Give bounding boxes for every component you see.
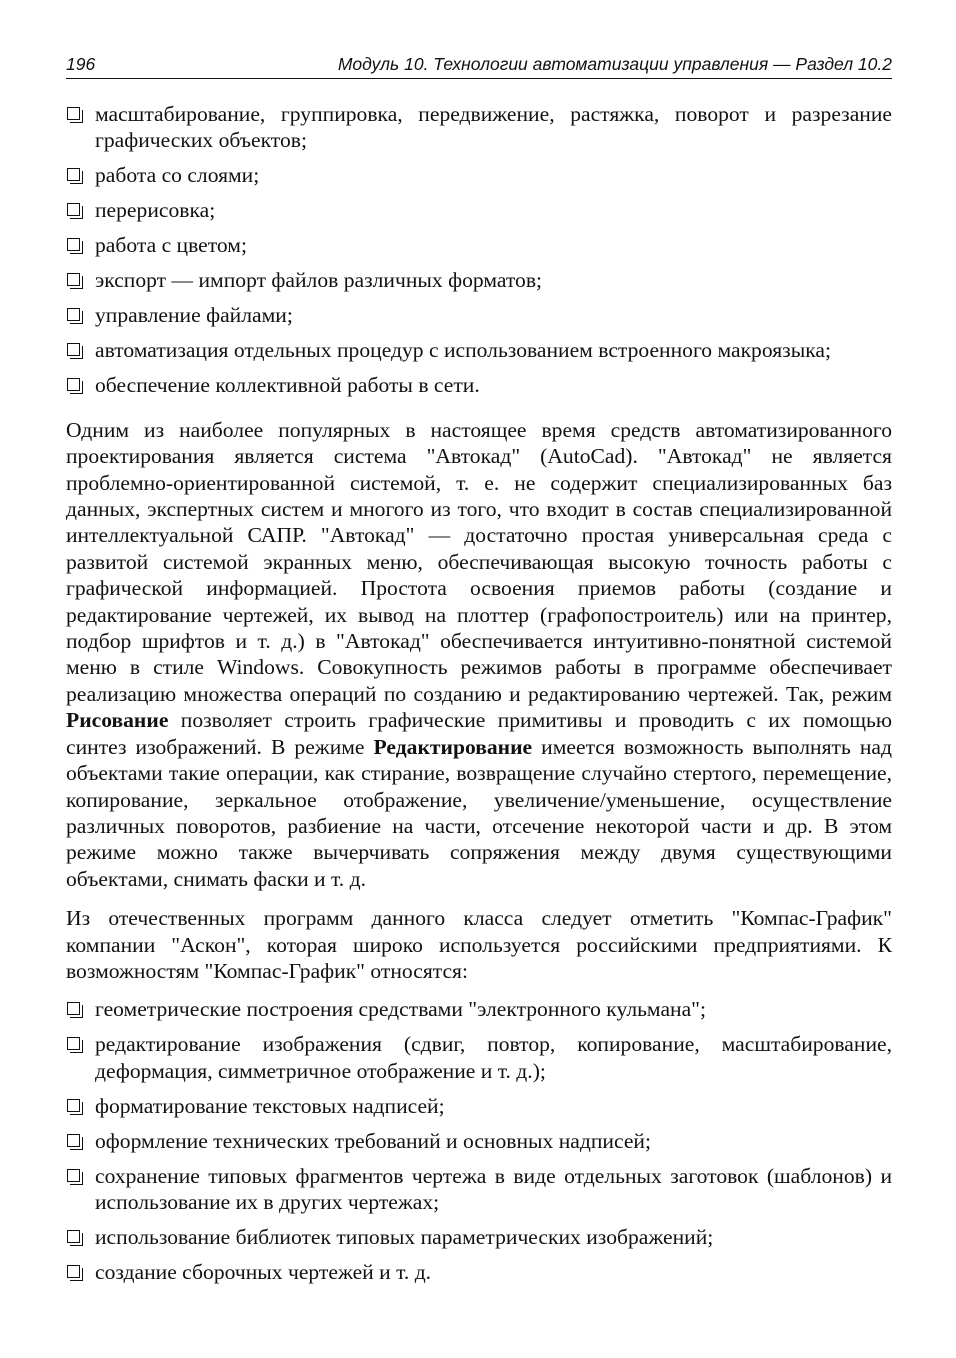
list-item-text: автоматизация отдельных процедур с использованием встроенного макроязыка; [95,338,831,363]
list-item-text: использование библиотек типовых параметрических изображений; [95,1225,714,1250]
page-content [66,101,892,1286]
checkbox-bullet-icon [67,1037,80,1050]
list-item-text: работа с цветом; [95,233,247,258]
running-header [66,54,892,79]
list-item-text: работа со слоями; [95,163,260,188]
checkbox-bullet-icon [67,1265,80,1278]
checkbox-bullet-icon [67,238,80,251]
list-item [66,267,892,293]
checkbox-bullet-icon [67,308,80,321]
list-item [66,232,892,258]
list-item-text: оформление технических требований и основных надписей; [95,1128,651,1153]
checkbox-bullet-icon [67,107,80,120]
page-number: 196 [66,54,96,74]
list-item [66,372,892,398]
list-item [66,101,892,154]
list-item [66,996,892,1022]
bold-term-drawing: Рисование [66,708,169,733]
list-item [66,1259,892,1285]
list-item-text: масштабирование, группировка, передвижение, растяжка, поворот и разрезание графических объектов; [95,102,892,153]
feature-list-autocad [66,101,892,399]
list-item [66,197,892,223]
list-item [66,162,892,188]
paragraph-kompas: Из отечественных программ данного класса следует отметить "Компас-График" компании "Аскон", которая широко используется российскими предприятиями. К возможностям "Компас-График" относятся: [66,906,892,983]
checkbox-bullet-icon [67,203,80,216]
list-item-text: обеспечение коллективной работы в сети. [95,373,480,398]
list-item-text: сохранение типовых фрагментов чертежа в виде отдельных заготовок (шаблонов) и использование их в других чертежах; [95,1163,892,1215]
list-item [66,1128,892,1154]
list-item-text: экспорт — импорт файлов различных форматов; [95,268,543,293]
list-item [66,302,892,328]
list-item-text: форматирование текстовых надписей; [95,1093,445,1118]
checkbox-bullet-icon [67,343,80,356]
paragraph-text: имеется возможность выполнять над объектами такие операции, как стирание, возвращение случайно стертого, перемещение, копирование, зеркальное отображение, увеличение/уменьшение, осуществление различных поворотов, разбиение на части, отсечение некоторой части и др. В этом режиме можно также вычерчивать сопряжения между двумя существующими объектами, снимать фаски и т. д. [66,734,892,891]
checkbox-bullet-icon [67,273,80,286]
running-title: Модуль 10. Технологии автоматизации управления — Раздел 10.2 [337,54,892,74]
checkbox-bullet-icon [67,1169,80,1182]
list-item [66,1224,892,1250]
checkbox-bullet-icon [67,378,80,391]
list-item-text: геометрические построения средствами "электронного кульмана"; [95,997,706,1022]
checkbox-bullet-icon [67,1002,80,1015]
list-item-text: создание сборочных чертежей и т. д. [95,1260,432,1285]
paragraph-autocad [66,417,892,892]
list-item [66,1031,892,1084]
checkbox-bullet-icon [67,1134,80,1147]
paragraph-text: позволяет строить графические примитивы и проводить с их помощью синтез изображений. В режиме [66,708,892,759]
paragraph-text: Одним из наиболее популярных в настоящее время средств автоматизированного проектирования является система "Автокад" (AutoCad). "Автокад" не является проблемно-ориентированной системой, т. е. не содержит специализированных баз данных, экспертных систем и многого из того, что входит в состав специализированной интеллектуальной САПР. "Автокад" — достаточно простая универсальная среда с развитой системой экранных меню, обеспечивающая высокую точность работы с графической информацией. Простота освоения приемов работы (создание и редактирование чертежей, их вывод на плоттер (графопостроитель) или на принтер, подбор шрифтов и т. д.) в "Автокад" обеспечивается интуитивно-понятной системой меню в стиле Windows. Совокупность режимов работы в программе обеспечивает реализацию множества операций по созданию и редактированию чертежей. Так, режим [66,417,892,706]
checkbox-bullet-icon [67,1099,80,1112]
book-page [66,54,892,1294]
checkbox-bullet-icon [67,1230,80,1243]
list-item-text: перерисовка; [95,198,216,223]
list-item-text: редактирование изображения (сдвиг, повтор, копирование, масштабирование, деформация, симметричное отображение и т. д.); [95,1032,892,1083]
list-item-text: управление файлами; [95,303,293,328]
checkbox-bullet-icon [67,168,80,181]
list-item [66,337,892,363]
feature-list-kompas [66,996,892,1285]
list-item [66,1163,892,1216]
list-item [66,1093,892,1119]
bold-term-editing: Редактирование [373,734,533,759]
